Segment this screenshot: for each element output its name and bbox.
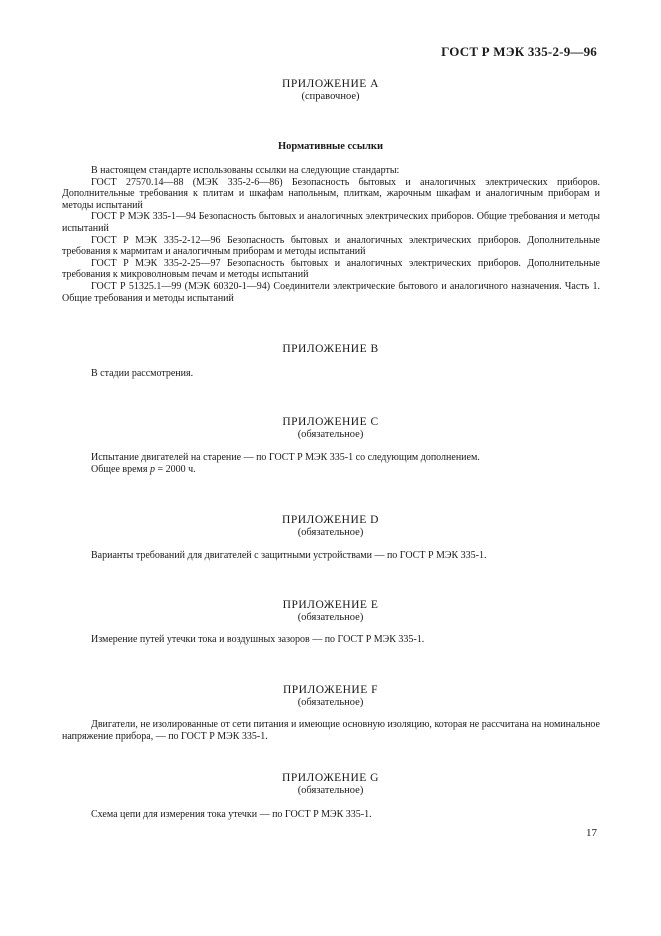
appendix-c-subtitle: (обязательное) bbox=[297, 429, 364, 440]
appendix-c-title: ПРИЛОЖЕНИЕ С bbox=[282, 416, 379, 428]
appendix-a-body bbox=[62, 165, 600, 304]
reference-item: ГОСТ Р МЭК 335-2-12—96 Безопасность бытовых и аналогичных электрических приборов. Дополнительные требования к мармитам и аналогичным приборам и методы испытаний bbox=[62, 234, 600, 258]
appendix-e-title: ПРИЛОЖЕНИЕ Е bbox=[282, 599, 379, 611]
reference-item: ГОСТ Р 51325.1—99 (МЭК 60320-1—94) Соединители электрические бытового и аналогичного назначения. Часть 1. Общие требования и методы испытаний bbox=[62, 280, 600, 304]
appendix-g-title-block bbox=[0, 772, 661, 797]
page-number: 17 bbox=[586, 827, 597, 839]
reference-item: ГОСТ 27570.14—88 (МЭК 335-2-6—86) Безопасность бытовых и аналогичных электрических приборов. Дополнительные требования к плитам и шкафам напольным, плиткам, жарочным шкафам и аналогичным приборам и методы испытаний bbox=[62, 176, 600, 211]
appendix-b-title-block bbox=[0, 343, 661, 356]
appendix-g-body bbox=[62, 809, 600, 821]
total-time-variable: p bbox=[149, 463, 155, 475]
appendix-f-title: ПРИЛОЖЕНИЕ F bbox=[282, 684, 379, 696]
appendix-b-text: В стадии рассмотрения. bbox=[91, 368, 194, 379]
normative-references-heading: Нормативные ссылки bbox=[277, 141, 384, 152]
appendix-f-subtitle: (обязательное) bbox=[297, 697, 364, 708]
appendix-e-title-block bbox=[0, 599, 661, 624]
document-code-header: ГОСТ Р МЭК 335-2-9—96 bbox=[441, 44, 597, 59]
reference-item: ГОСТ Р МЭК 335-2-25—97 Безопасность бытовых и аналогичных электрических приборов. Дополнительные требования к микроволновым печам и методы испытаний bbox=[62, 257, 600, 281]
appendix-c-total-time bbox=[62, 464, 600, 476]
appendix-a-title: ПРИЛОЖЕНИЕ А bbox=[282, 78, 379, 90]
appendix-c-text: Испытание двигателей на старение — по ГОСТ Р МЭК 335-1 со следующим дополнением. bbox=[91, 452, 480, 463]
total-time-suffix: = 2000 ч. bbox=[154, 463, 196, 475]
reference-item: ГОСТ Р МЭК 335-1—94 Безопасность бытовых и аналогичных электрических приборов. Общие требования и методы испытаний bbox=[62, 211, 600, 234]
appendix-f-body bbox=[62, 719, 600, 742]
appendix-e-text: Измерение путей утечки тока и воздушных зазоров — по ГОСТ Р МЭК 335-1. bbox=[91, 634, 425, 645]
appendix-d-body bbox=[62, 550, 600, 562]
appendix-e-body bbox=[62, 634, 600, 646]
appendix-g-title: ПРИЛОЖЕНИЕ G bbox=[282, 772, 379, 784]
appendix-d-subtitle: (обязательное) bbox=[297, 527, 364, 538]
total-time-prefix: Общее время bbox=[91, 463, 150, 475]
appendix-c-body bbox=[62, 452, 600, 475]
references-intro: В настоящем стандарте использованы ссылки на следующие стандарты: bbox=[91, 165, 400, 176]
appendix-b-body bbox=[62, 368, 600, 380]
appendix-b-title: ПРИЛОЖЕНИЕ В bbox=[282, 343, 379, 355]
appendix-a-title-block bbox=[0, 78, 661, 103]
appendix-c-title-block bbox=[0, 416, 661, 441]
appendix-d-text: Варианты требований для двигателей с защитными устройствами — по ГОСТ Р МЭК 335-1. bbox=[91, 550, 487, 561]
appendix-a-subtitle: (справочное) bbox=[301, 91, 360, 102]
appendix-e-subtitle: (обязательное) bbox=[297, 612, 364, 623]
appendix-f-title-block bbox=[0, 684, 661, 709]
appendix-d-title: ПРИЛОЖЕНИЕ D bbox=[282, 514, 379, 526]
appendix-f-text: Двигатели, не изолированные от сети питания и имеющие основную изоляцию, которая не рассчитана на номинальное напряжение прибора, — по ГОСТ Р МЭК 335-1. bbox=[62, 719, 600, 742]
appendix-d-title-block bbox=[0, 514, 661, 539]
appendix-g-text: Схема цепи для измерения тока утечки — по ГОСТ Р МЭК 335-1. bbox=[91, 809, 372, 820]
appendix-g-subtitle: (обязательное) bbox=[297, 785, 364, 796]
